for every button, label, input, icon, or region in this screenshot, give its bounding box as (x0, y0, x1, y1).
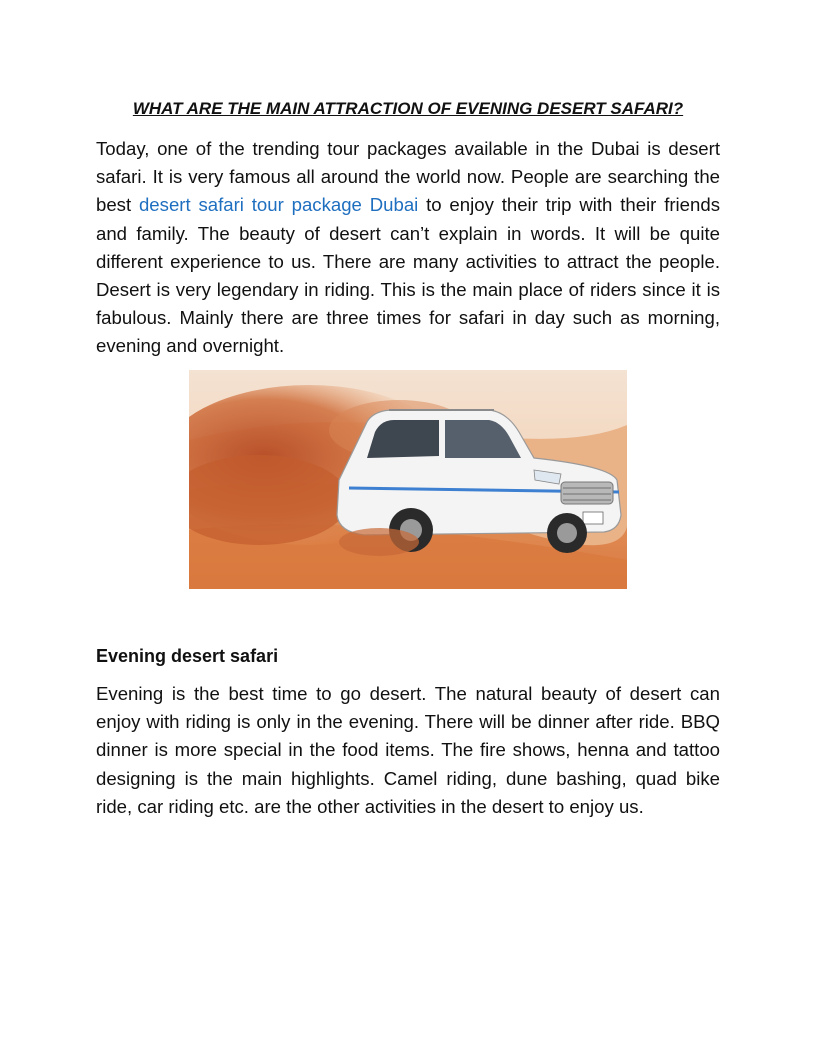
page-title: WHAT ARE THE MAIN ATTRACTION OF EVENING DESERT SAFARI? (132, 99, 684, 118)
intro-text-end: to enjoy their trip with their friends and family. The beauty of desert can’t explain in words. It will be quite different experience to us. There are many activities to attract the people. Desert is very legendary in riding. This is the main place of riders since it is fabulous. Mainly there are three times for safari in day such as morning, evening and overnight. (96, 194, 721, 357)
section-paragraph: Evening is the best time to go desert. The natural beauty of desert can enjoy with riding is only in the evening. There will be dinner after ride. BBQ dinner is more special in the food items. The fire shows, henna and tattoo designing is the main highlights. Camel riding, dune bashing, quad bike ride, car riding etc. are the other activities in the desert to enjoy us. (96, 683, 720, 817)
desert-safari-photo (189, 370, 627, 589)
intro-paragraph (96, 135, 720, 361)
section-heading: Evening desert safari (96, 646, 279, 666)
desert-safari-package-link[interactable]: desert safari tour package Dubai (138, 194, 419, 216)
intro-text-start: Today, one of the trending tour packages available in the Dubai is desert safari. It is very famous all around the world now. People are searching the best (96, 138, 720, 216)
